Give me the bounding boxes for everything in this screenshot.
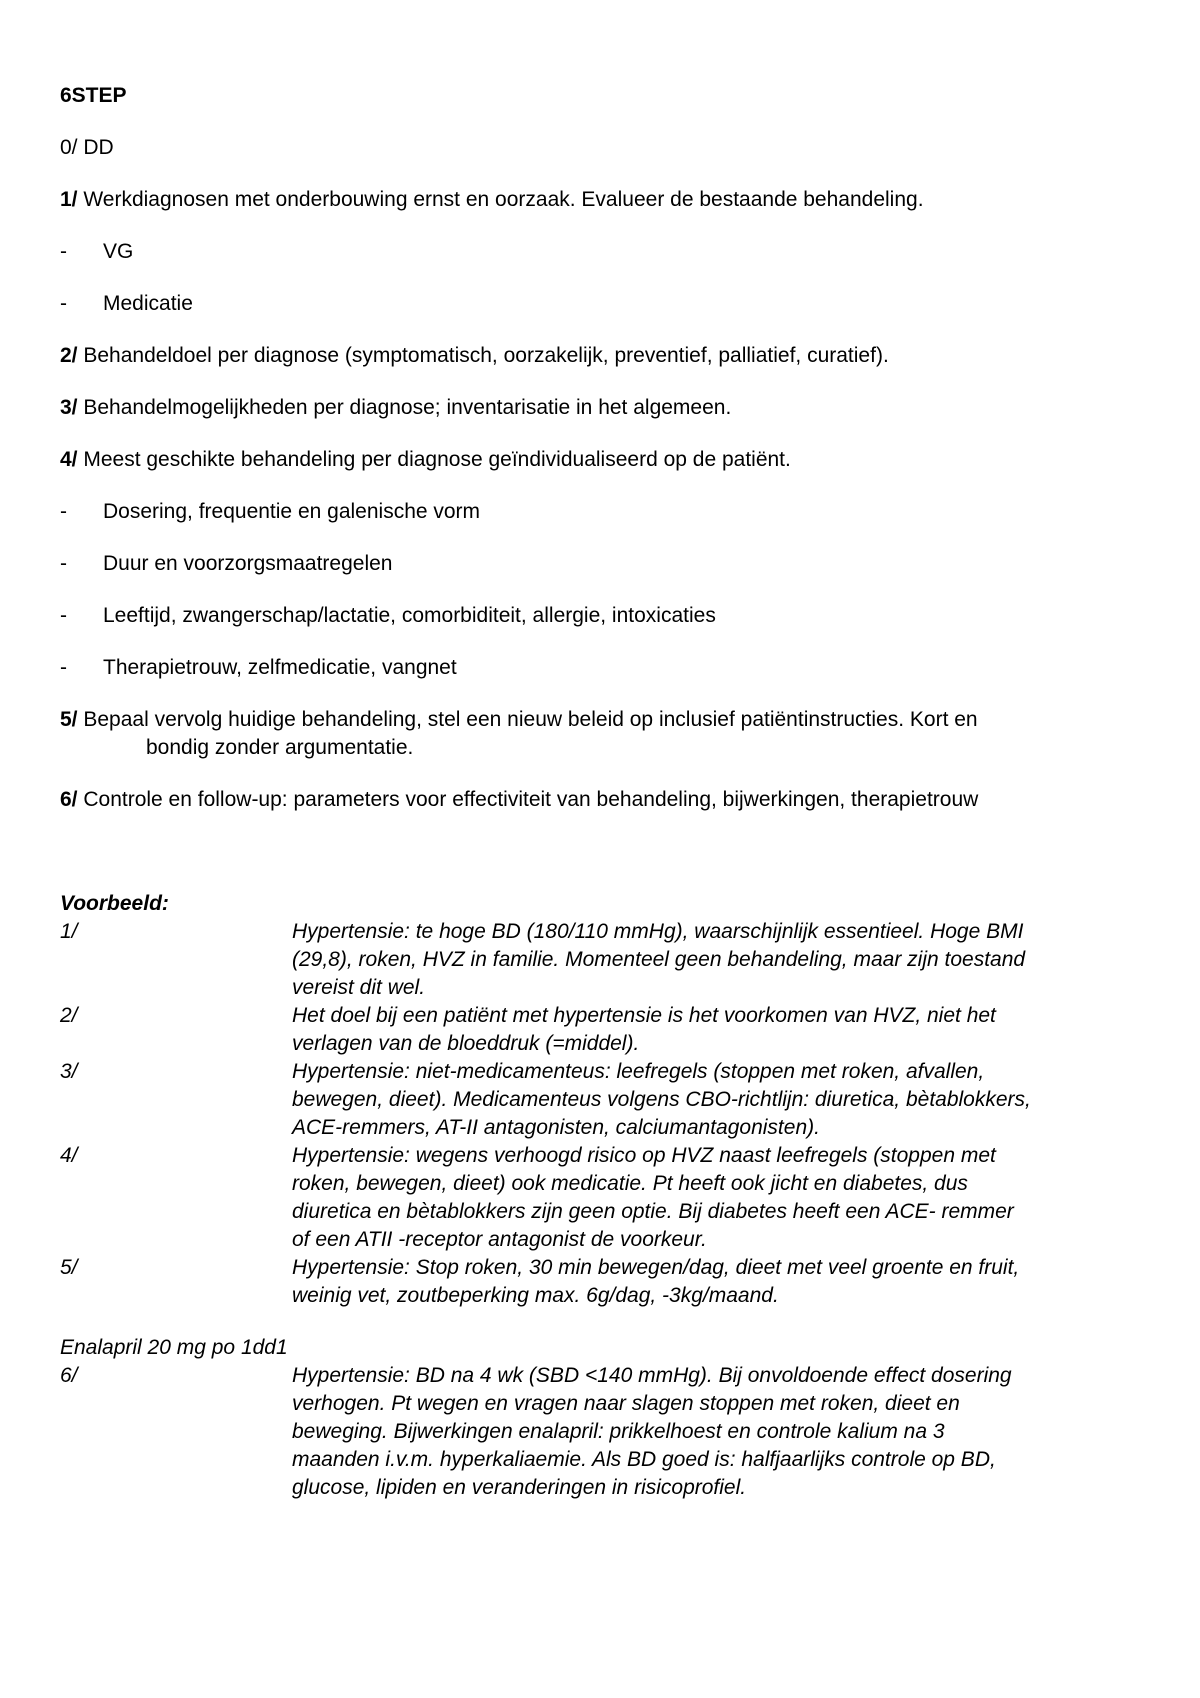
step-text-continuation: bondig zonder argumentatie. [146,736,414,759]
step-text: Behandeldoel per diagnose (symptomatisch, oorzakelijk, preventief, palliatief, curatief). [77,344,889,367]
example-text: Hypertensie: niet-medicamenteus: leefregels (stoppen met roken, afvallen, bewegen, dieet). Medicamenteus volgens CBO-richtlijn: diuretica, bètablokkers, ACE-remmers, AT-II antagonisten, calciumantagonisten). [292,1060,1031,1139]
example-text: Hypertensie: Stop roken, 30 min bewegen/dag, dieet met veel groente en fruit, weinig vet, zoutbeperking max. 6g/dag, -3kg/maand. [292,1256,1020,1307]
example-number: 2/ [60,1004,78,1027]
step-6 [60,786,1140,814]
example-text: Hypertensie: wegens verhoogd risico op HVZ naast leefregels (stoppen met roken, bewegen, dieet) ook medicatie. Pt heeft ook jicht en diabetes, dus diuretica en bètablokkers zijn geen optie. Bij diabetes heeft een ACE- remmer of een ATII -receptor antagonist de voorkeur. [292,1144,1014,1251]
step-number: 6/ [60,788,78,811]
step-text: Behandelmogelijkheden per diagnose; inventarisatie in het algemeen. [77,396,732,419]
step-5 [60,706,1140,762]
step-number: 3/ [60,396,78,419]
example-number: 3/ [60,1060,78,1083]
step-number: 2/ [60,344,78,367]
step-4 [60,446,1140,474]
step-text: Bepaal vervolg huidige behandeling, stel een nieuw beleid op inclusief patiëntinstructies. Kort en [77,708,978,731]
example-number: 1/ [60,920,78,943]
drug-line: Enalapril 20 mg po 1dd1 [60,1336,288,1359]
document-title: 6STEP [60,84,127,107]
example-number: 6/ [60,1364,78,1387]
step-text: Controle en follow-up: parameters voor effectiviteit van behandeling, bijwerkingen, therapietrouw [77,788,979,811]
step-number: 4/ [60,448,78,471]
step-1 [60,186,1140,214]
example-text: Hypertensie: BD na 4 wk (SBD <140 mmHg). Bij onvoldoende effect dosering verhogen. Pt wegen en vragen naar slagen stoppen met roken, dieet en beweging. Bijwerkingen enalapril: prikkelhoest en controle kalium na 3 maanden i.v.m. hyperkaliaemie. Als BD goed is: halfjaarlijks controle op BD, glucose, lipiden en veranderingen in risicoprofiel. [292,1364,1012,1499]
step-text: Werkdiagnosen met onderbouwing ernst en oorzaak. Evalueer de bestaande behandeling. [77,188,924,211]
step-3 [60,394,1140,422]
example-number: 5/ [60,1256,78,1279]
example-text: Hypertensie: te hoge BD (180/110 mmHg), waarschijnlijk essentieel. Hoge BMI (29,8), roken, HVZ in familie. Momenteel geen behandeling, maar zijn toestand vereist dit wel. [292,920,1026,999]
step-number: 1/ [60,188,78,211]
document-page: 6STEP 0/ DD 1/ Werkdiagnosen met onderbouwing ernst en oorzaak. Evalueer de bestaande behandeling. - VG - Medicatie 2/ Behandeldoel per diagnose (symptomatisch, oorzakelijk, preventief, palliatief, curatief). 3/ Behandelmogelijkheden per diagnose; inventarisatie in het algemeen. 4/ Meest geschikte behandeling per diagnose geïndividualiseerd op de patiënt. - Dosering, frequentie en galenische vorm - Duur en voorzorgsmaatregelen - Leeftijd, zwangerschap/lactatie, comorbiditeit, allergie, intoxicaties - Therapietrouw, zelfmedicatie, vangnet 5/ Bepaal vervolg huidige behandeling, stel een nieuw beleid op inclusief patiëntinstructies. Kort en bondig zonder argumentatie. 6/ Controle en follow-up: parameters voor effectiviteit van behandeling, bijwerkingen, therapietrouw Voorbeeld: 1/ Hypertensie: te hoge BD (180/110 mmHg), waarschijnlijk essentieel. Hoge BMI (29,8), roken, HVZ in familie. Momenteel geen behandeling, maar zijn toestand vereist dit wel. 2/ Het doel bij een patiënt met hypertensie is het voorkomen van HVZ, niet het verlagen van de bloeddruk (=middel). 3/ Hypertensie: niet-medicamenteus: leefregels (stoppen met roken, afvallen, bewegen, dieet). Medicamenteus volgens CBO-richtlijn: diuretica, bètablokkers, ACE-remmers, AT-II antagonisten, calciumantagonisten). 4/ Hypertensie: wegens verhoogd risico op HVZ naast leefregels (stoppen met roken, bewegen, dieet) ook medicatie. Pt heeft ook jicht en diabetes, dus diuretica en bètablokkers zijn geen optie. Bij diabetes heeft een ACE- remmer of een ATII -receptor antagonist de voorkeur. 5/ Hypertensie: Stop roken, 30 min bewegen/dag, dieet met veel groente en fruit, weinig vet, zoutbeperking max. 6g/dag, -3kg/maand. Enalapril 20 mg po 1dd1 6/ Hypertensie: BD na 4 wk (SBD <140 mmHg). Bij onvoldoende effect dosering verhogen. Pt wegen en vragen naar slagen stoppen met roken, dieet en beweging. Bijwerkingen enalapril: prikkelhoest en controle kalium na 3 maanden i.v.m. hyperkaliaemie. Als BD goed is: halfjaarlijks controle op BD, glucose, lipiden en veranderingen in risicoprofiel. [0,0,1200,1698]
step-text: Meest geschikte behandeling per diagnose geïndividualiseerd op de patiënt. [77,448,791,471]
step-number: 5/ [60,708,78,731]
example-heading: Voorbeeld: [60,892,169,915]
example-number: 4/ [60,1144,78,1167]
step-0: 0/ DD [60,136,114,159]
step-2 [60,342,1140,370]
example-text: Het doel bij een patiënt met hypertensie is het voorkomen van HVZ, niet het verlagen van de bloeddruk (=middel). [292,1004,996,1055]
